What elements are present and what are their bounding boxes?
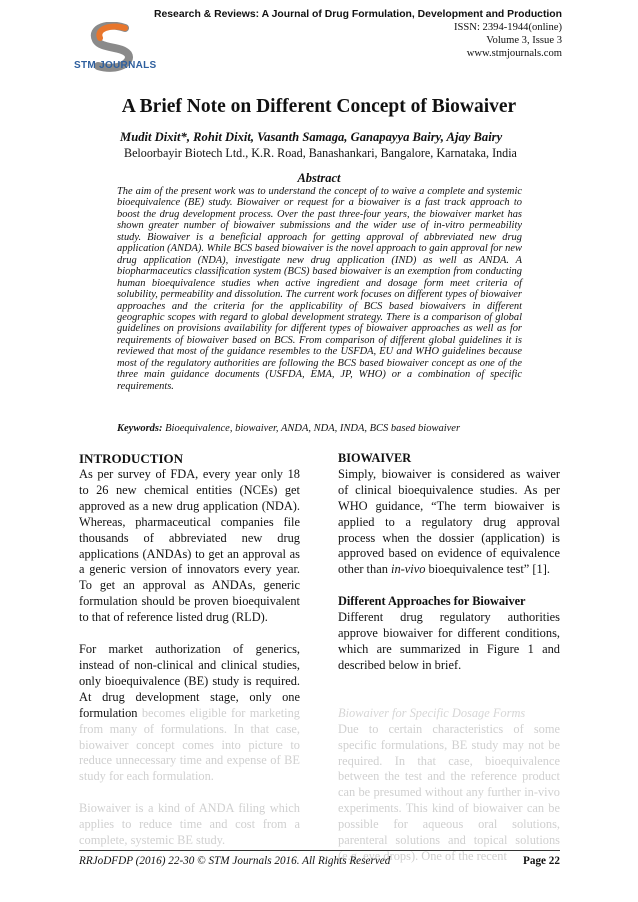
logo-text: STM JOURNALS	[74, 60, 157, 71]
paragraph-text: bioequivalence test” [1].	[425, 562, 550, 577]
keywords	[117, 423, 460, 434]
abstract-heading: Abstract	[297, 171, 341, 185]
journal-website[interactable]: www.stmjournals.com	[466, 48, 562, 59]
paragraph-text: Simply, biowaiver is considered as waiver of clinical bioequivalence studies. As per WHO guidance, “The term biowaiver is applied to a regulatory drug approval process when the dossier (application) is approved based on evidence of equivalence other than	[338, 466, 560, 577]
introduction-paragraph	[79, 642, 300, 785]
footer-citation: RRJoDFDP (2016) 22-30 © STM Journals 2016. All Rights Reserved	[79, 855, 391, 867]
article-authors: Mudit Dixit*, Rohit Dixit, Vasanth Samaga, Ganapayya Bairy, Ajay Bairy	[120, 130, 503, 144]
faded-paragraph: Biowaiver is a kind of ANDA filing which applies to reduce time and cost from a complete, systemic BE study.	[79, 801, 300, 848]
issn: ISSN: 2394-1944(online)	[454, 22, 562, 33]
author-affiliation: Beloorbayir Biotech Ltd., K.R. Road, Banashankari, Bangalore, Karnataka, India	[124, 146, 517, 160]
left-column	[79, 451, 300, 849]
faded-subheading: Biowaiver for Specific Dosage Forms	[338, 705, 526, 720]
faded-paragraph-text: becomes eligible for marketing from many of formulations. In that case, biowaiver concept comes into picture to reduce unnecessary time and expense of BE study for each formulation.	[79, 705, 300, 784]
biowaiver-paragraph	[338, 467, 560, 578]
paragraph-text: For market authorization of generics, instead of non-clinical and clinical studies, only bioequivalence (BE) study is required. At drug development stage, only one formulation	[79, 642, 300, 720]
approaches-subheading: Different Approaches for Biowaiver	[338, 594, 526, 609]
introduction-heading: INTRODUCTION	[79, 451, 184, 466]
abstract-text: The aim of the present work was to understand the concept of to waive a complete and systemic bioequivalence (BE) study. Biowaiver or request for a biowaiver is a fast track approach to boost the drug development process. Over the past three-four years, the biowaiver market has shown greater number of biowaiver submissions and the wider use of in-vitro permeability study. Biowaiver is a beneficial approach for getting approval of abbreviated new drug application (ANDA). While BCS based biowaiver is the novel approach to gain approval for new drug application (NDA), investigate new drug application (IND) as well as ANDA. A biopharmaceutics classification system (BCS) based biowaiver is an exemption from conducting human bioequivalence studies when active ingredient and dosage form meet criteria of solubility, permeability and dissolution. The current work focuses on different types of biowaiver approaches and the criteria for the applicability of BCS based biowaivers in different geographic scopes with regard to global development strategy. There is a comparison of global guidelines on provisions availability for different types of biowaiver approaches as well as for requirements of biowaiver based on BCS. From comparison of different global guidelines it is reviewed that most of the guidance resembles to the USFDA, EU and WHO guidelines because most of the regulatory authorities are following the BCS based biowaiver concept as one of the three main guidance documents (USFDA, EMA, JP, WHO) or a combination of specific requirements.	[117, 186, 522, 392]
journal-header	[154, 8, 562, 60]
stm-journals-logo-icon	[70, 22, 160, 80]
introduction-paragraph: As per survey of FDA, every year only 18 to 26 new chemical entities (NCEs) get approved as a new drug application (NDA). Whereas, pharmaceutical companies file thousands of abbreviated new drug applications (ANDAs) to get an approval as a generic version of innovators every year. To get an approval as ANDAs, generic formulation should be proven bioequivalent to that of reference listed drug (RLD).	[79, 467, 300, 625]
article-title: A Brief Note on Different Concept of Biowaiver	[121, 96, 517, 117]
keywords-list: Bioequivalence, biowaiver, ANDA, NDA, INDA, BCS based biowaiver	[165, 423, 461, 434]
right-column	[338, 451, 560, 865]
emphasis-text: in-vivo	[391, 562, 426, 577]
footer-divider	[79, 850, 560, 851]
approaches-paragraph: Different drug regulatory authorities approve biowaiver for different conditions, which are summarized in Figure 1 and described below in brief.	[338, 610, 560, 672]
biowaiver-heading: BIOWAIVER	[338, 451, 412, 465]
page-number: Page 22	[523, 855, 560, 867]
journal-title: Research & Reviews: A Journal of Drug Formulation, Development and Production	[154, 9, 562, 20]
volume-issue: Volume 3, Issue 3	[486, 35, 562, 46]
faded-paragraph: Due to certain characteristics of some specific formulations, BE study may not be required. In that case, bioequivalence between the test and the reference product can be presumed without any further in-vivo experiments. This kind of biowaiver can be possible for aqueous oral solutions, parenteral solutions and topical solutions (e.g. eye drops). One of the recent	[338, 721, 560, 863]
keywords-label: Keywords:	[117, 423, 163, 434]
